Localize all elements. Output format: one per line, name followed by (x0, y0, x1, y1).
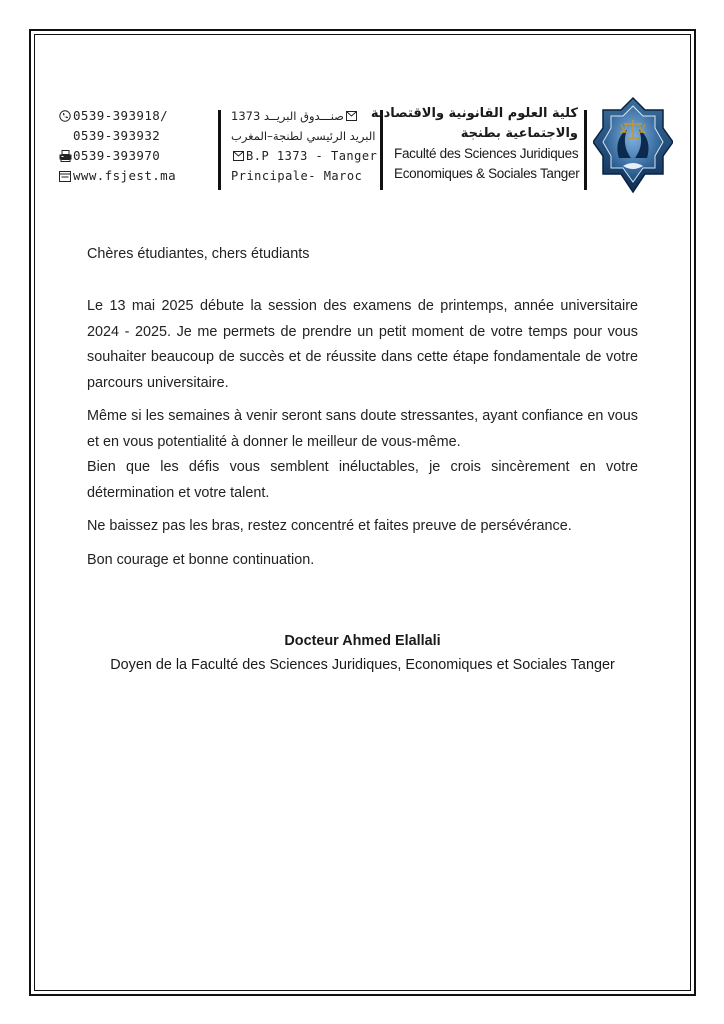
signatory-title: Doyen de la Faculté des Sciences Juridiques, Economiques et Sociales Tanger (110, 657, 615, 673)
letter-body (87, 244, 638, 581)
mailbox-icon (233, 151, 244, 161)
letterhead (58, 96, 678, 196)
paragraph-1-line-2: 2024 - 2025. Je me permets de prendre un petit moment de votre temps pour vous (87, 323, 638, 340)
faculty-name-french-1: Faculté des Sciences Juridiques (394, 146, 579, 161)
paragraph-4-line-1: Ne baissez pas les bras, restez concentré et faites preuve de persévérance. (87, 518, 572, 534)
paragraph-2 (87, 404, 638, 455)
header-divider-1 (218, 110, 221, 190)
contact-block (58, 106, 215, 186)
postal-main-latin-text: Principale- Maroc (231, 169, 363, 183)
signatory-name: Docteur Ahmed Elallali (284, 633, 441, 649)
faculty-name-french-2: Economiques & Sociales Tanger (394, 166, 580, 181)
postal-box-arabic (231, 106, 377, 126)
paragraph-2-line-2: et en vous potentialité à donner le meilleur de vous-même. (87, 433, 461, 450)
fax-line (58, 146, 215, 166)
mailbox-icon (346, 111, 357, 121)
paragraph-5 (87, 548, 638, 574)
paragraph-3-line-2: détermination et votre talent. (87, 484, 270, 501)
fax-icon (58, 150, 72, 162)
paragraph-2-line-1: Même si les semaines à venir seront sans doute stressantes, ayant confiance en vous (87, 408, 638, 424)
phone-line-2 (58, 126, 215, 146)
faculty-name-block (370, 104, 580, 184)
paragraph-1 (87, 294, 638, 396)
postal-box-arabic-text: صنـــدوق البريــد 1373 (231, 109, 344, 123)
salutation: Chères étudiantes, chers étudiants (87, 246, 310, 262)
phone-number-2: 0539-393932 (73, 128, 161, 143)
postal-box-latin (231, 146, 377, 166)
paragraph-5-line-1: Bon courage et bonne continuation. (87, 551, 315, 568)
phone-number-1: 0539-393918/ (73, 108, 169, 123)
faculty-name-arabic-1: كلية العلوم القانونية والاقتصادية (370, 106, 578, 121)
paragraph-3 (87, 455, 638, 506)
fax-number: 0539-393970 (73, 148, 161, 163)
website-url[interactable]: www.fsjest.ma (73, 168, 177, 183)
website-line (58, 166, 215, 186)
paragraph-1-line-3: souhaiter beaucoup de succès et de réussite dans cette étape fondamentale de votre (87, 349, 638, 365)
paragraph-1-line-1: Le 13 mai 2025 débute la session des examens de printemps, année universitaire (87, 298, 638, 314)
postal-main-arabic (231, 126, 377, 146)
paragraph-1-line-4: parcours universitaire. (87, 374, 229, 391)
header-divider-3 (584, 110, 587, 190)
postal-box-latin-text: B.P 1373 - Tanger (246, 149, 378, 163)
faculty-logo (593, 96, 673, 196)
web-icon (58, 171, 72, 182)
faculty-name-arabic-2: والاجتماعية بطنجة (460, 126, 578, 141)
paragraph-4 (87, 514, 638, 540)
phone-line-1 (58, 106, 215, 126)
paragraph-3-line-1: Bien que les défis vous semblent inéluctables, je crois sincèrement en votre (87, 459, 638, 475)
phone-icon (58, 110, 72, 122)
postal-main-latin (231, 166, 377, 186)
postal-block (231, 106, 377, 186)
postal-main-arabic-text: البريد الرئيسي لطنجة–المغرب (231, 129, 376, 143)
